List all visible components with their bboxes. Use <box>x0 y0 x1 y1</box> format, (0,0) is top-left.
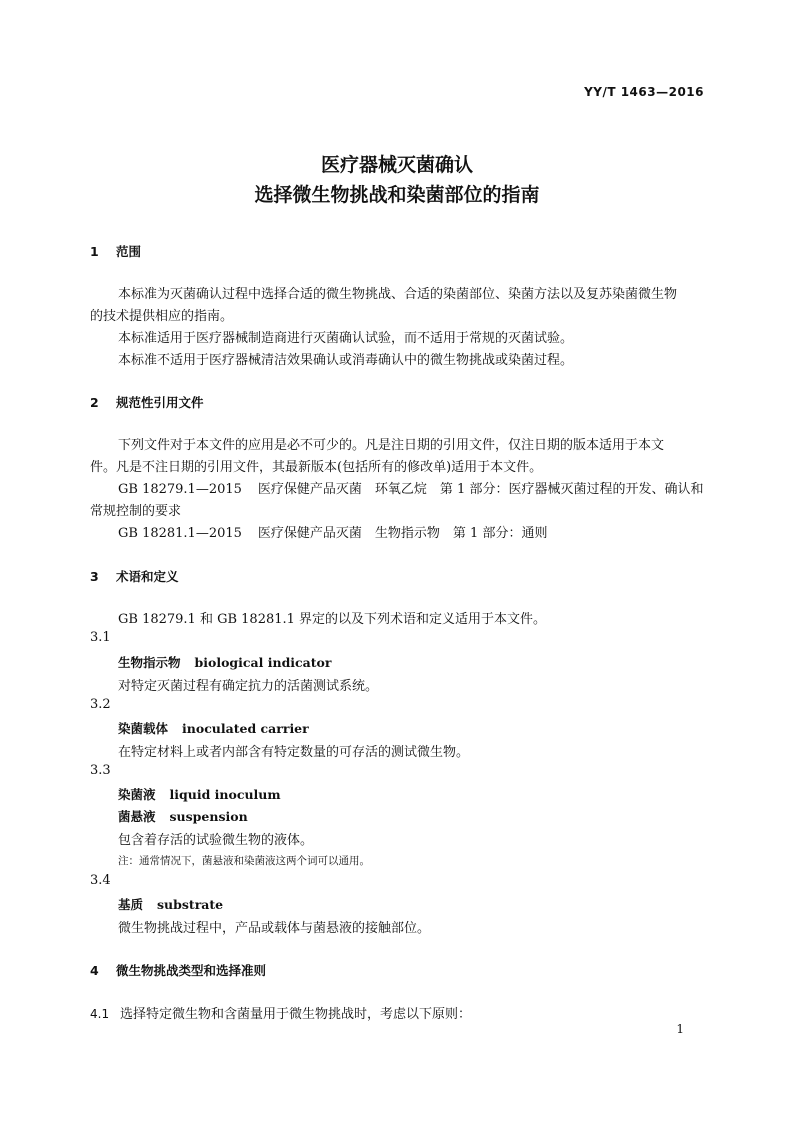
paragraph: 下列文件对于本文件的应用是必不可少的。凡是注日期的引用文件，仅注日期的版本适用于本文 <box>118 438 665 453</box>
term-number: 3.1 <box>90 630 111 645</box>
clause-4-1 <box>90 1003 471 1022</box>
paragraph: 本标准不适用于医疗器械清洁效果确认或消毒确认中的微生物挑战或染菌过程。 <box>118 353 574 368</box>
section-title: 术语和定义 <box>116 569 179 584</box>
term-3-4 <box>118 895 223 913</box>
term-definition: 微生物挑战过程中，产品或载体与菌悬液的接触部位。 <box>118 921 431 936</box>
term-zh: 生物指示物 <box>118 655 181 670</box>
section-number: 4 <box>90 963 99 978</box>
clause-number: 4.1 <box>90 1007 110 1021</box>
paragraph: 本标准适用于医疗器械制造商进行灭菌确认试验，而不适用于常规的灭菌试验。 <box>118 331 574 346</box>
reference-title: 医疗保健产品灭菌 环氧乙烷 第 1 部分：医疗器械灭菌过程的开发、确认和 <box>257 482 704 497</box>
reference-code: GB 18281.1—2015 <box>118 526 242 541</box>
paragraph: 的技术提供相应的指南。 <box>90 309 234 324</box>
section-1-heading <box>90 242 141 260</box>
term-zh: 染菌载体 <box>118 721 169 736</box>
reference-1-cont: 常规控制的要求 <box>90 504 182 519</box>
section-4-heading <box>90 961 266 979</box>
term-en: liquid inoculum <box>169 787 281 802</box>
section-2-heading <box>90 393 204 411</box>
section-number: 3 <box>90 569 99 584</box>
standard-number: YY/T 1463—2016 <box>584 85 704 99</box>
paragraph: 件。凡是不注日期的引用文件，其最新版本(包括所有的修改单)适用于本文件。 <box>90 460 543 475</box>
term-definition: 包含着存活的试验微生物的液体。 <box>118 833 314 848</box>
reference-2 <box>118 522 547 541</box>
reference-1 <box>118 478 703 497</box>
section-number: 1 <box>90 244 99 259</box>
document-title-line2: 选择微生物挑战和染菌部位的指南 <box>254 184 540 206</box>
term-en: biological indicator <box>194 655 332 670</box>
term-zh: 菌悬液 <box>118 809 156 824</box>
term-en: suspension <box>169 809 248 824</box>
term-number: 3.2 <box>90 697 111 712</box>
note: 注：通常情况下，菌悬液和染菌液这两个词可以通用。 <box>118 855 370 867</box>
term-en: inoculated carrier <box>182 721 309 736</box>
term-3-3 <box>118 785 281 803</box>
term-number: 3.3 <box>90 763 111 778</box>
term-3-1 <box>118 653 331 671</box>
section-title: 范围 <box>116 244 142 259</box>
reference-code: GB 18279.1—2015 <box>118 482 242 497</box>
paragraph: 本标准为灭菌确认过程中选择合适的微生物挑战、合适的染菌部位、染菌方法以及复苏染菌微生物 <box>118 287 678 302</box>
term-zh: 染菌液 <box>118 787 156 802</box>
clause-text: 选择特定微生物和含菌量用于微生物挑战时，考虑以下原则： <box>120 1007 472 1022</box>
term-3-3-synonym <box>118 807 248 825</box>
paragraph: GB 18279.1 和 GB 18281.1 界定的以及下列术语和定义适用于本文件。 <box>118 612 547 627</box>
reference-title: 医疗保健产品灭菌 生物指示物 第 1 部分：通则 <box>257 526 548 541</box>
section-title: 微生物挑战类型和选择准则 <box>116 963 267 978</box>
term-3-2 <box>118 719 309 737</box>
term-definition: 在特定材料上或者内部含有特定数量的可存活的测试微生物。 <box>118 745 470 760</box>
section-3-heading <box>90 567 179 585</box>
document-title-line1: 医疗器械灭菌确认 <box>320 154 473 176</box>
section-title: 规范性引用文件 <box>116 395 204 410</box>
term-zh: 基质 <box>118 897 144 912</box>
section-number: 2 <box>90 395 99 410</box>
term-number: 3.4 <box>90 873 111 888</box>
term-definition: 对特定灭菌过程有确定抗力的活菌测试系统。 <box>118 679 379 694</box>
page-number: 1 <box>676 1022 684 1036</box>
term-en: substrate <box>157 897 224 912</box>
